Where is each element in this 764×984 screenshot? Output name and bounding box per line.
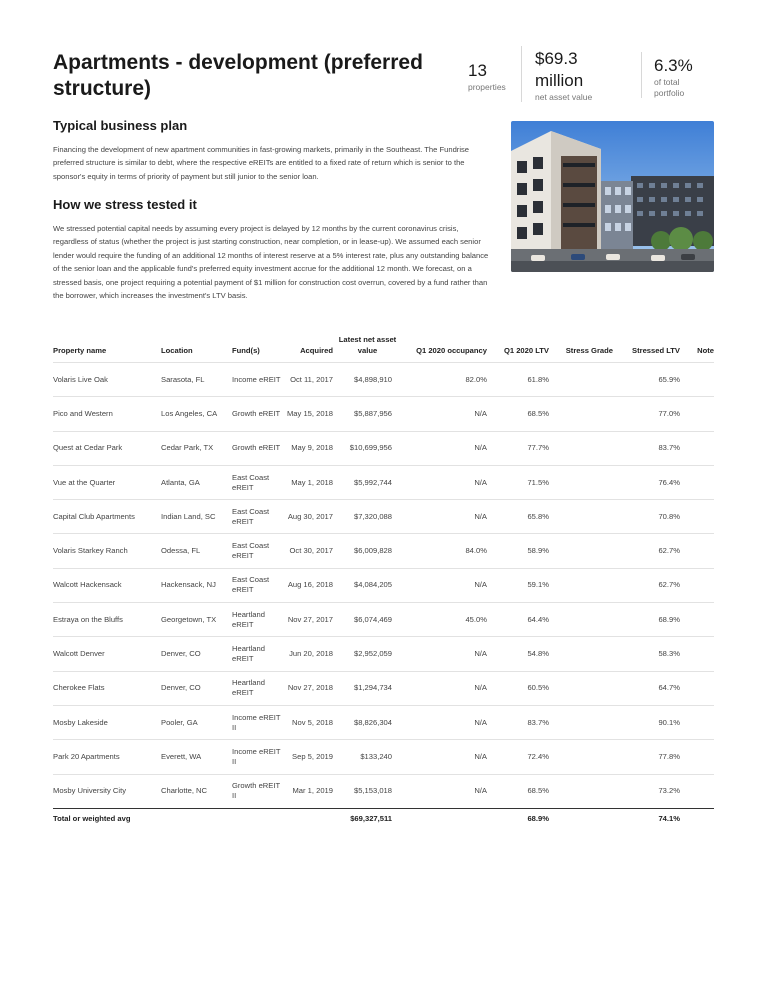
stat-divider xyxy=(521,46,522,102)
stressed-ltv-cell: 65.9% xyxy=(613,363,680,397)
note-cell xyxy=(680,534,714,568)
table-row xyxy=(53,568,714,602)
acquired-date-cell: Jun 20, 2018 xyxy=(286,637,338,671)
stress-grade-cell xyxy=(549,705,613,739)
ltv-cell: 72.4% xyxy=(487,740,549,774)
property-name-cell: Park 20 Apartments xyxy=(53,740,161,774)
net-asset-value-cell: $4,898,910 xyxy=(338,363,397,397)
note-cell xyxy=(680,500,714,534)
stressed-ltv-cell: 62.7% xyxy=(613,568,680,602)
page-title: Apartments - development (preferred structure) xyxy=(53,51,423,100)
acquired-date-cell: May 1, 2018 xyxy=(286,465,338,499)
stressed-ltv-cell: 73.2% xyxy=(613,774,680,808)
column-header: Stressed LTV xyxy=(632,346,680,355)
stressed-ltv-cell: 77.8% xyxy=(613,740,680,774)
acquired-date-cell: Oct 11, 2017 xyxy=(286,363,338,397)
note-cell xyxy=(680,363,714,397)
column-header: Latest net asset value xyxy=(338,335,397,355)
column-header: Q1 2020 occupancy xyxy=(416,346,487,355)
property-name-cell: Quest at Cedar Park xyxy=(53,431,161,465)
table-row xyxy=(53,500,714,534)
occupancy-cell: N/A xyxy=(397,465,487,499)
table-row xyxy=(53,740,714,774)
stress-grade-cell xyxy=(549,671,613,705)
total-ltv-cell: 68.9% xyxy=(487,808,549,828)
stressed-ltv-cell: 83.7% xyxy=(613,431,680,465)
total-net-asset-value-cell: $69,327,511 xyxy=(338,808,397,828)
fund-cell: Growth eREIT II xyxy=(232,774,286,808)
section-heading-stress-test: How we stress tested it xyxy=(53,197,197,212)
stressed-ltv-cell: 70.8% xyxy=(613,500,680,534)
fund-cell: Income eREIT xyxy=(232,363,286,397)
stress-grade-cell xyxy=(549,500,613,534)
stress-grade-cell xyxy=(549,568,613,602)
acquired-date-cell: Sep 5, 2019 xyxy=(286,740,338,774)
total-occupancy-cell xyxy=(397,808,487,828)
net-asset-value-cell: $5,992,744 xyxy=(338,465,397,499)
location-cell: Cedar Park, TX xyxy=(161,431,232,465)
acquired-date-cell: May 9, 2018 xyxy=(286,431,338,465)
acquired-date-cell: Aug 16, 2018 xyxy=(286,568,338,602)
note-cell xyxy=(680,431,714,465)
net-asset-value-cell: $4,084,205 xyxy=(338,568,397,602)
ltv-cell: 68.5% xyxy=(487,774,549,808)
stress-grade-cell xyxy=(549,363,613,397)
occupancy-cell: N/A xyxy=(397,740,487,774)
occupancy-cell: N/A xyxy=(397,637,487,671)
stat-portfolio xyxy=(654,55,704,99)
fund-cell: Growth eREIT xyxy=(232,431,286,465)
acquired-date-cell: Nov 27, 2018 xyxy=(286,671,338,705)
total-acquired-date-cell xyxy=(286,808,338,828)
table-total-row xyxy=(53,808,714,828)
column-header: Property name xyxy=(53,346,107,355)
table-row xyxy=(53,397,714,431)
location-cell: Sarasota, FL xyxy=(161,363,232,397)
total-stress-grade-cell xyxy=(549,808,613,828)
stress-grade-cell xyxy=(549,774,613,808)
column-header: Note xyxy=(697,346,714,355)
occupancy-cell: N/A xyxy=(397,500,487,534)
ltv-cell: 83.7% xyxy=(487,705,549,739)
table-header-row xyxy=(53,334,714,363)
property-name-cell: Capital Club Apartments xyxy=(53,500,161,534)
note-cell xyxy=(680,637,714,671)
ltv-cell: 60.5% xyxy=(487,671,549,705)
occupancy-cell: N/A xyxy=(397,568,487,602)
column-header: Fund(s) xyxy=(232,346,260,355)
acquired-date-cell: Oct 30, 2017 xyxy=(286,534,338,568)
stat-divider xyxy=(641,52,642,98)
ltv-cell: 77.7% xyxy=(487,431,549,465)
note-cell xyxy=(680,740,714,774)
net-asset-value-cell: $8,826,304 xyxy=(338,705,397,739)
note-cell xyxy=(680,774,714,808)
stressed-ltv-cell: 90.1% xyxy=(613,705,680,739)
note-cell xyxy=(680,465,714,499)
location-cell: Denver, CO xyxy=(161,637,232,671)
net-asset-value-cell: $133,240 xyxy=(338,740,397,774)
total-fund-cell xyxy=(232,808,286,828)
location-cell: Pooler, GA xyxy=(161,705,232,739)
table-row xyxy=(53,774,714,808)
column-header: Location xyxy=(161,346,193,355)
fund-cell: Heartland eREIT xyxy=(232,637,286,671)
fund-cell: East Coast eREIT xyxy=(232,465,286,499)
net-asset-value-cell: $6,074,469 xyxy=(338,603,397,637)
property-name-cell: Vue at the Quarter xyxy=(53,465,161,499)
net-asset-value-cell: $7,320,088 xyxy=(338,500,397,534)
fund-cell: Income eREIT II xyxy=(232,705,286,739)
occupancy-cell: 82.0% xyxy=(397,363,487,397)
stat-properties-label: properties xyxy=(468,82,506,92)
table-row xyxy=(53,671,714,705)
ltv-cell: 54.8% xyxy=(487,637,549,671)
occupancy-cell: N/A xyxy=(397,431,487,465)
location-cell: Los Angeles, CA xyxy=(161,397,232,431)
stressed-ltv-cell: 77.0% xyxy=(613,397,680,431)
property-name-cell: Estraya on the Bluffs xyxy=(53,603,161,637)
acquired-date-cell: Nov 5, 2018 xyxy=(286,705,338,739)
acquired-date-cell: May 15, 2018 xyxy=(286,397,338,431)
note-cell xyxy=(680,603,714,637)
property-name-cell: Mosby University City xyxy=(53,774,161,808)
occupancy-cell: N/A xyxy=(397,671,487,705)
ltv-cell: 68.5% xyxy=(487,397,549,431)
column-header: Acquired xyxy=(300,346,333,355)
stressed-ltv-cell: 62.7% xyxy=(613,534,680,568)
property-name-cell: Walcott Denver xyxy=(53,637,161,671)
occupancy-cell: 45.0% xyxy=(397,603,487,637)
stress-grade-cell xyxy=(549,603,613,637)
note-cell xyxy=(680,671,714,705)
stat-properties-value: 13 xyxy=(468,61,487,80)
net-asset-value-cell: $5,153,018 xyxy=(338,774,397,808)
stress-grade-cell xyxy=(549,534,613,568)
apartment-building-photo xyxy=(511,121,714,272)
stat-nav-label: net asset value xyxy=(535,92,593,102)
note-cell xyxy=(680,705,714,739)
properties-table xyxy=(53,334,714,828)
net-asset-value-cell: $6,009,828 xyxy=(338,534,397,568)
property-name-cell: Mosby Lakeside xyxy=(53,705,161,739)
occupancy-cell: 84.0% xyxy=(397,534,487,568)
table-row xyxy=(53,534,714,568)
stat-portfolio-label: of total portfolio xyxy=(654,77,685,98)
fund-cell: Growth eREIT xyxy=(232,397,286,431)
table-row xyxy=(53,637,714,671)
acquired-date-cell: Nov 27, 2017 xyxy=(286,603,338,637)
ltv-cell: 65.8% xyxy=(487,500,549,534)
fund-cell: East Coast eREIT xyxy=(232,534,286,568)
stressed-ltv-cell: 68.9% xyxy=(613,603,680,637)
stress-grade-cell xyxy=(549,431,613,465)
location-cell: Indian Land, SC xyxy=(161,500,232,534)
location-cell: Odessa, FL xyxy=(161,534,232,568)
occupancy-cell: N/A xyxy=(397,397,487,431)
table-row xyxy=(53,431,714,465)
ltv-cell: 61.8% xyxy=(487,363,549,397)
location-cell: Everett, WA xyxy=(161,740,232,774)
ltv-cell: 59.1% xyxy=(487,568,549,602)
property-name-cell: Volaris Starkey Ranch xyxy=(53,534,161,568)
table-row xyxy=(53,465,714,499)
location-cell: Hackensack, NJ xyxy=(161,568,232,602)
ltv-cell: 58.9% xyxy=(487,534,549,568)
stress-grade-cell xyxy=(549,637,613,671)
fund-cell: Heartland eREIT xyxy=(232,603,286,637)
property-name-cell: Pico and Western xyxy=(53,397,161,431)
note-cell xyxy=(680,397,714,431)
property-name-cell: Volaris Live Oak xyxy=(53,363,161,397)
location-cell: Denver, CO xyxy=(161,671,232,705)
section-heading-business-plan: Typical business plan xyxy=(53,118,188,133)
stress-grade-cell xyxy=(549,740,613,774)
fund-cell: Heartland eREIT xyxy=(232,671,286,705)
total-location-cell xyxy=(161,808,232,828)
stat-nav xyxy=(535,48,605,103)
property-name-cell: Cherokee Flats xyxy=(53,671,161,705)
table-row xyxy=(53,363,714,397)
section-body-business-plan: Financing the development of new apartment communities in fast-growing markets, primarily in the Southeast. The Fundrise preferred structure is similar to debt, where the respective eREITs are entitled to a fixed rate of return which is senior to the sponsor's equity in terms of priority of payment but still junior to the senior loan. xyxy=(53,145,470,181)
ltv-cell: 64.4% xyxy=(487,603,549,637)
stressed-ltv-cell: 76.4% xyxy=(613,465,680,499)
column-header: Stress Grade xyxy=(565,346,613,355)
stat-nav-value: $69.3 million xyxy=(535,49,584,90)
acquired-date-cell: Aug 30, 2017 xyxy=(286,500,338,534)
location-cell: Georgetown, TX xyxy=(161,603,232,637)
occupancy-cell: N/A xyxy=(397,705,487,739)
ltv-cell: 71.5% xyxy=(487,465,549,499)
note-cell xyxy=(680,568,714,602)
net-asset-value-cell: $10,699,956 xyxy=(338,431,397,465)
net-asset-value-cell: $1,294,734 xyxy=(338,671,397,705)
fund-cell: East Coast eREIT xyxy=(232,568,286,602)
stress-grade-cell xyxy=(549,465,613,499)
property-name-cell: Walcott Hackensack xyxy=(53,568,161,602)
location-cell: Atlanta, GA xyxy=(161,465,232,499)
occupancy-cell: N/A xyxy=(397,774,487,808)
net-asset-value-cell: $5,887,956 xyxy=(338,397,397,431)
location-cell: Charlotte, NC xyxy=(161,774,232,808)
fund-cell: East Coast eREIT xyxy=(232,500,286,534)
section-body-stress-test: We stressed potential capital needs by assuming every project is delayed by 12 months by the current coronavirus crisis, regardless of status (whether the project is just starting construction, near completion, or in lease-up). We assumed each senior lender would require the funding of an additional 12 months of interest reserve at a 5% interest rate, plus any outstanding balance of the senior loan and the applicable fund's preferred equity investment accrue for the additional 12 month. We forecast, on a stressed basis, one project requiring a potential payment of $1 million for construction cost overrun, covered by a fund rather than the borrower, which increases the investment's LTV basis. xyxy=(53,224,489,301)
stressed-ltv-cell: 58.3% xyxy=(613,637,680,671)
stat-properties xyxy=(468,60,506,93)
table-row xyxy=(53,705,714,739)
total-note-cell xyxy=(680,808,714,828)
net-asset-value-cell: $2,952,059 xyxy=(338,637,397,671)
table-row xyxy=(53,603,714,637)
stress-grade-cell xyxy=(549,397,613,431)
stat-portfolio-value: 6.3% xyxy=(654,56,693,75)
acquired-date-cell: Mar 1, 2019 xyxy=(286,774,338,808)
column-header: Q1 2020 LTV xyxy=(503,346,549,355)
total-stressed-ltv-cell: 74.1% xyxy=(613,808,680,828)
stressed-ltv-cell: 64.7% xyxy=(613,671,680,705)
total-property-name-cell: Total or weighted avg xyxy=(53,808,161,828)
fund-cell: Income eREIT II xyxy=(232,740,286,774)
